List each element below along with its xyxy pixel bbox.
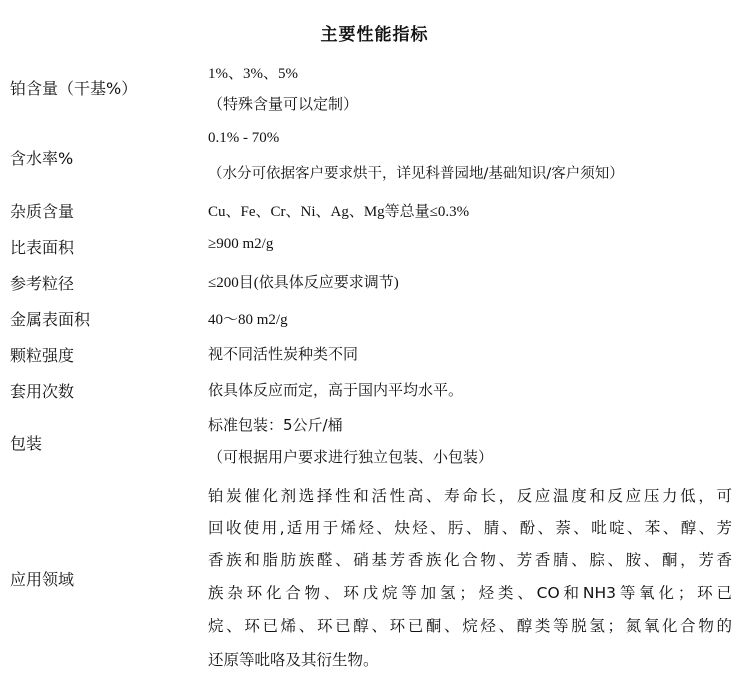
application-line: 族杂环化合物、环戊烷等加氢；烃类、CO和NH3等氧化；环已 <box>208 584 732 602</box>
application-line: 铂炭催化剂选择性和活性高、寿命长，反应温度和反应压力低，可 <box>208 487 732 505</box>
application-line: 还原等吡咯及其衍生物。 <box>208 651 379 669</box>
label-particle-strength: 颗粒强度 <box>10 346 75 365</box>
value-metal-surface: 40～80 m2/g <box>208 312 288 328</box>
page-title: 主要性能指标 <box>320 25 429 45</box>
application-line: 香族和脂肪族醛、硝基芳香族化合物、芳香腈、腙、胺、酮，芳香 <box>208 551 732 569</box>
application-line: 烷、环已烯、环已醇、环已酮、烷烃、醇类等脱氢；氮氧化合物的 <box>208 617 732 635</box>
application-line: 回收使用,适用于烯烃、炔烃、肟、腈、酚、萘、吡啶、苯、醇、芳 <box>208 519 732 537</box>
value-particle-strength: 视不同活性炭种类不同 <box>208 345 359 363</box>
label-specific-surface: 比表面积 <box>10 238 75 257</box>
label-reuse-times: 套用次数 <box>10 382 75 401</box>
label-platinum-content: 铂含量（干基%） <box>10 79 138 98</box>
label-particle-size: 参考粒径 <box>10 274 75 293</box>
value-reuse-times: 依具体反应而定，高于国内平均水平。 <box>208 381 464 399</box>
note-moisture: （水分可依据客户要求烘干，详见科普园地/基础知识/客户须知） <box>208 166 624 182</box>
value-platinum-content: 1%、3%、5% <box>208 66 298 82</box>
value-packaging: 标准包装：5公斤/桶 <box>208 416 343 434</box>
note-platinum-content: （特殊含量可以定制） <box>208 95 359 113</box>
label-impurity: 杂质含量 <box>10 202 75 221</box>
label-metal-surface: 金属表面积 <box>10 310 91 329</box>
label-moisture: 含水率% <box>10 149 74 168</box>
note-packaging: （可根据用户要求进行独立包装、小包装） <box>208 448 494 466</box>
label-packaging: 包装 <box>10 434 43 453</box>
label-application: 应用领域 <box>10 570 75 589</box>
value-moisture: 0.1% - 70% <box>208 130 280 146</box>
value-impurity: Cu、Fe、Cr、Ni、Ag、Mg等总量≤0.3% <box>208 204 470 220</box>
value-specific-surface: ≥900 m2/g <box>208 236 274 252</box>
value-particle-size: ≤200目(依具体反应要求调节) <box>208 275 399 291</box>
